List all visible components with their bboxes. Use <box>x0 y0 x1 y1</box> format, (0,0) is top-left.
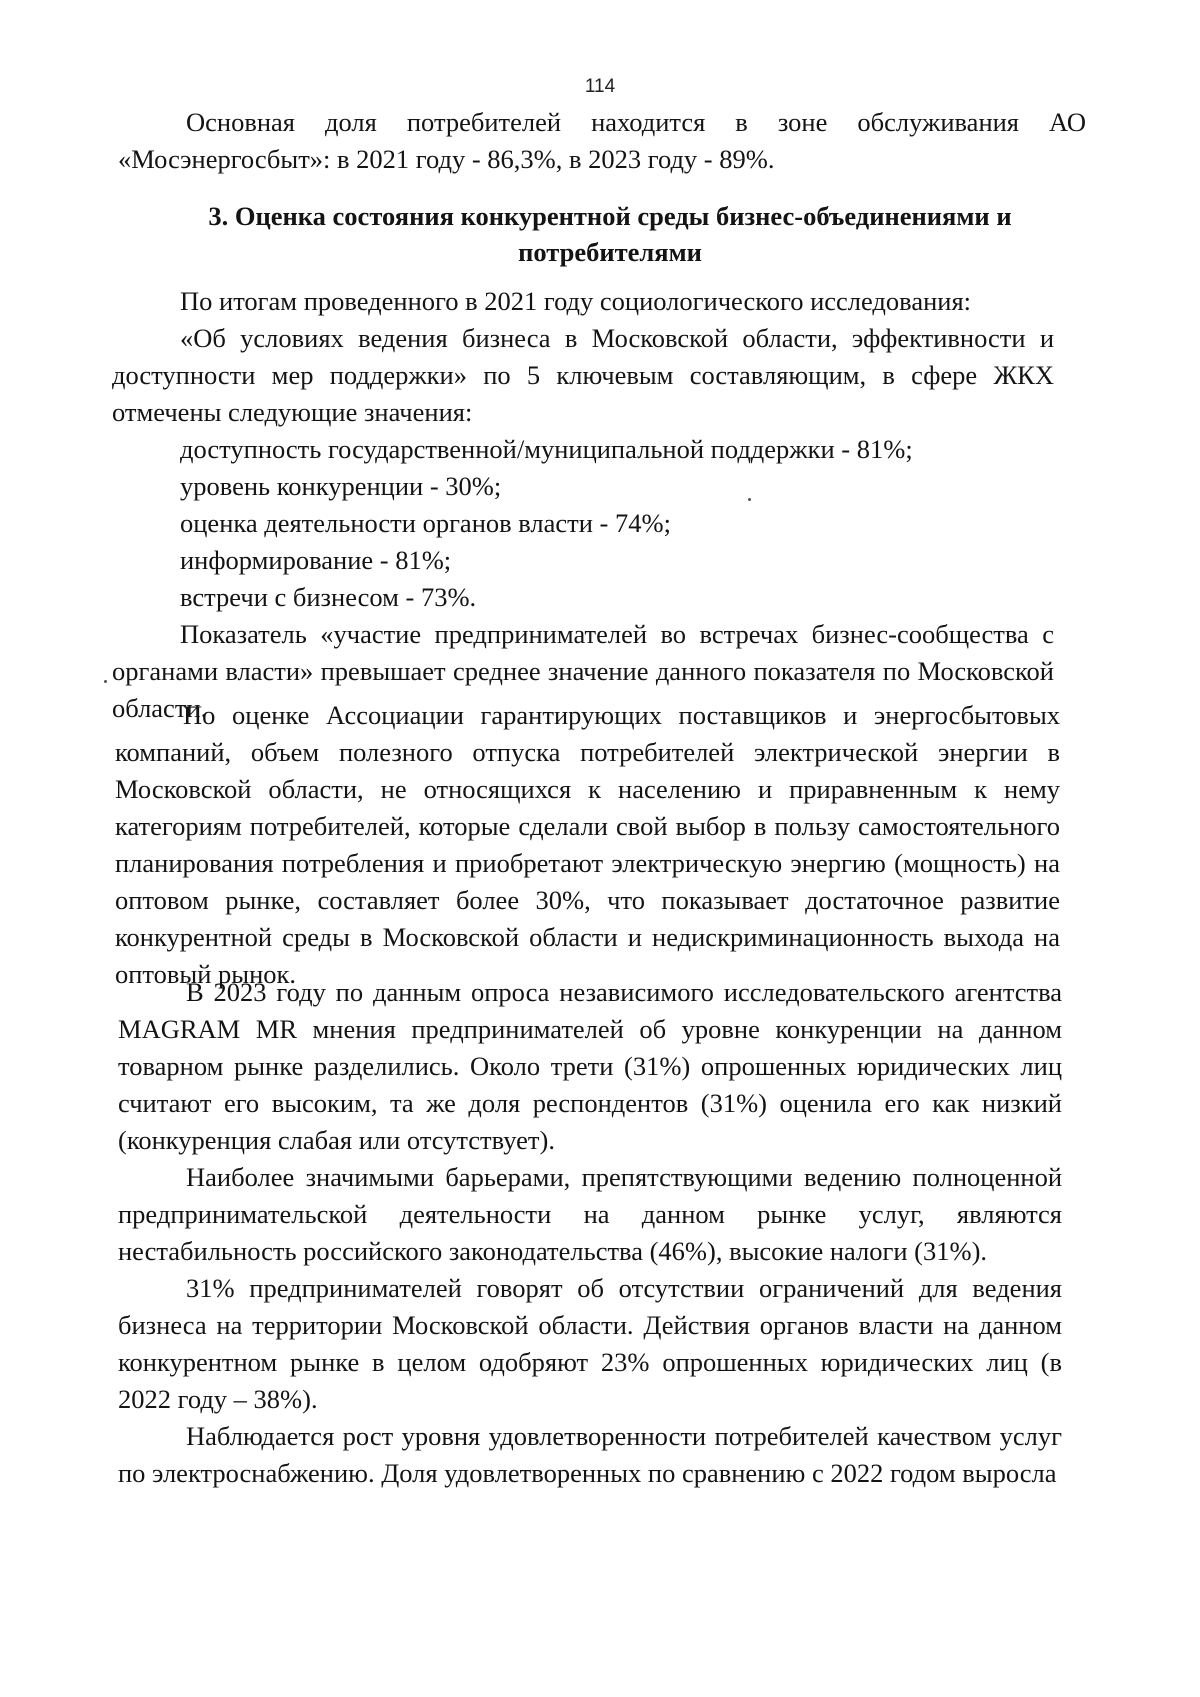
list-item: оценка деятельности органов власти - 74%; <box>180 508 671 538</box>
list-item: доступность государственной/муниципальной поддержки - 81%; <box>180 434 913 464</box>
paragraph-association: По оценке Ассоциации гарантирующих поставщиков и энергосбытовых компаний, объем полезного отпуска потребителей электрической энергии в Московской области, не относящихся к населению и приравненным к нему категориям потребителей, которые сделали свой выбор в пользу самостоятельного планирования потребления и приобретают электрическую энергию (мощность) на оптовом рынке, составляет более 30%, что показывает достаточное развитие конкурентной среды в Московской области и недискриминационность выхода на оптовый рынок. <box>115 700 1060 989</box>
paragraph-barriers: Наиболее значимыми барьерами, препятствующими ведению полноценной предпринимательской деятельности на данном рынке услуг, являются нестабильность российского законодательства (46%), высокие налоги (31%). <box>118 1162 1062 1266</box>
paragraph-consumer-share: Основная доля потребителей находится в зоне обслуживания АО «Мосэнергосбыт»: в 2021 году - 86,3%, в 2023 году - 89%. <box>118 107 1086 174</box>
association-block <box>115 697 1060 993</box>
scan-speck <box>748 498 751 501</box>
section-heading: 3. Оценка состояния конкурентной среды бизнес-объединениями и потребителями <box>208 201 1012 267</box>
list-item: встречи с бизнесом - 73%. <box>180 582 477 612</box>
survey-block <box>112 283 1054 727</box>
survey-2023-block <box>118 974 1062 1492</box>
page-number: 114 <box>584 76 616 97</box>
list-item: информирование - 81%; <box>180 545 452 575</box>
scan-speck <box>104 680 107 683</box>
paragraph-indicator: Показатель «участие предпринимателей во встречах бизнес-сообщества с органами власти» превышает среднее значение данного показателя по Московской области. <box>112 619 1054 723</box>
paragraph-magram: В 2023 году по данным опроса независимого исследовательского агентства MAGRAM MR мнения предпринимателей об уровне конкуренции на данном товарном рынке разделились. Около трети (31%) опрошенных юридических лиц считают его высоким, та же доля респондентов (31%) оценила его как низкий (конкуренция слабая или отсутствует). <box>118 977 1062 1155</box>
paragraph-survey-title: «Об условиях ведения бизнеса в Московской области, эффективности и доступности мер поддержки» по 5 ключевым составляющим, в сфере ЖКХ отмечены следующие значения: <box>112 323 1054 427</box>
intro-block <box>118 104 1086 178</box>
paragraph-no-limits: 31% предпринимателей говорят об отсутствии ограничений для ведения бизнеса на территории Московской области. Действия органов власти на данном конкурентном рынке в целом одобряют 23% опрошенных юридических лиц (в 2022 году – 38%). <box>118 1273 1062 1414</box>
paragraph-survey-lead: По итогам проведенного в 2021 году социологического исследования: <box>180 286 972 316</box>
paragraph-satisfaction-growth: Наблюдается рост уровня удовлетворенности потребителей качеством услуг по электроснабжению. Доля удовлетворенных по сравнению с 2022 годом выросла <box>118 1421 1062 1488</box>
list-item: уровень конкуренции - 30%; <box>180 471 502 501</box>
